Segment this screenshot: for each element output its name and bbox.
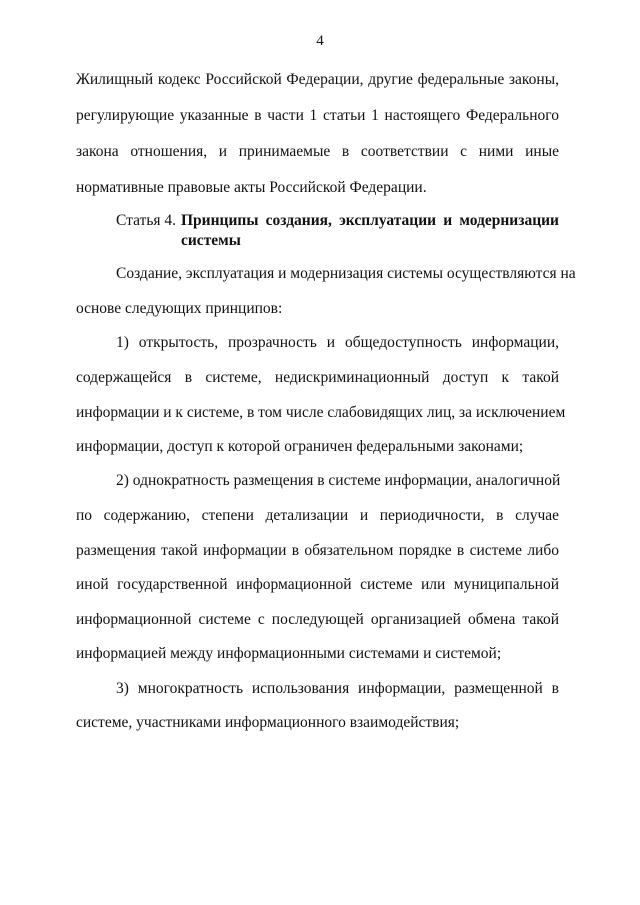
principle-2-line-5: информационной системе с последующей организацией обмена такой <box>76 611 559 628</box>
preamble-line-1: Создание, эксплуатация и модернизация системы осуществляются на <box>116 265 576 282</box>
principle-1-line-1: 1) открытость, прозрачность и общедоступность информации, <box>116 334 559 351</box>
principle-2-line-1: 2) однократность размещения в системе информации, аналогичной <box>116 472 561 489</box>
intro-line-2: регулирующие указанные в части 1 статьи 1 настоящего Федерального <box>76 107 559 124</box>
principle-1-line-3: информации и к системе, в том числе слабовидящих лиц, за исключением <box>76 404 566 421</box>
principle-2-line-6: информацией между информационными системами и системой; <box>76 645 502 662</box>
article-title <box>181 211 559 251</box>
page-number: 4 <box>316 33 324 49</box>
preamble-line-2: основе следующих принципов: <box>76 300 283 317</box>
article-title-line-1: Принципы создания, эксплуатации и модернизации <box>181 212 559 229</box>
article-title-line-2: системы <box>181 232 241 249</box>
intro-line-1: Жилищный кодекс Российской Федерации, другие федеральные законы, <box>76 71 559 88</box>
intro-line-4: нормативные правовые акты Российской Федерации. <box>76 179 427 196</box>
article-label: Статья 4. <box>116 212 177 229</box>
intro-line-3: закона отношения, и принимаемые в соответствии с ними иные <box>76 143 559 160</box>
principle-3-line-1: 3) многократность использования информации, размещенной в <box>116 680 559 697</box>
principle-1-line-2: содержащейся в системе, недискриминационный доступ к такой <box>76 369 559 386</box>
principle-3-line-2: системе, участниками информационного взаимодействия; <box>76 714 460 731</box>
principle-2-line-2: по содержанию, степени детализации и периодичности, в случае <box>76 507 559 524</box>
principle-2-line-4: иной государственной информационной системе или муниципальной <box>76 576 559 593</box>
principle-1-line-4: информации, доступ к которой ограничен федеральными законами; <box>76 438 524 455</box>
principle-2-line-3: размещения такой информации в обязательном порядке в системе либо <box>76 542 559 559</box>
